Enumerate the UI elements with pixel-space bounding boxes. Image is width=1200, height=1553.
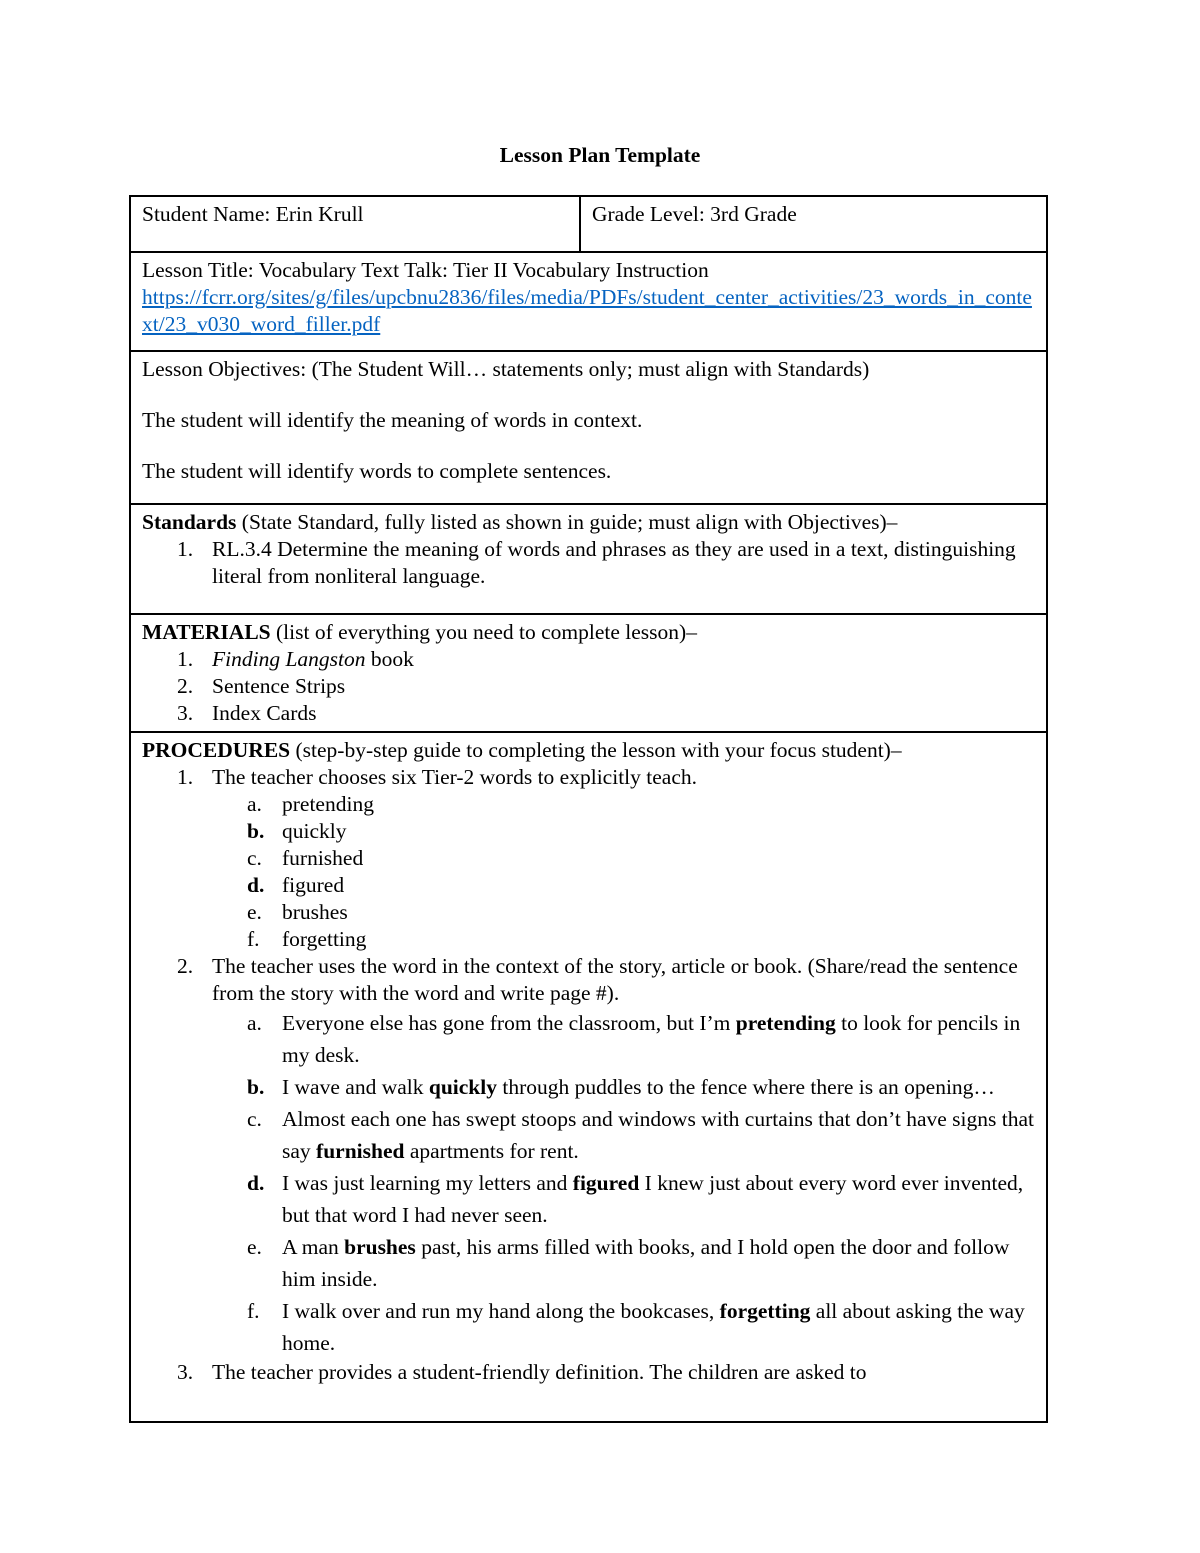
step-text: The teacher uses the word in the context of the story, article or book. (Share/read the sentence from the story with the word and write page #). bbox=[212, 954, 1018, 1005]
material-number: 1. bbox=[177, 647, 194, 671]
tier2-word: figured bbox=[282, 873, 345, 897]
tier2-word-item bbox=[212, 791, 1036, 818]
sentence-text: Everyone else has gone from the classroom, but I’m bbox=[282, 1011, 736, 1035]
item-letter: d. bbox=[247, 1171, 265, 1195]
tier2-word: pretending bbox=[282, 792, 374, 816]
item-letter: f. bbox=[247, 1299, 260, 1323]
material-item bbox=[142, 646, 1036, 673]
sentence-text: I was just learning my letters and bbox=[282, 1171, 573, 1195]
tier2-word-item bbox=[212, 845, 1036, 872]
step-text: The teacher provides a student-friendly definition. The children are asked to bbox=[212, 1360, 867, 1384]
tier2-word: forgetting bbox=[282, 927, 367, 951]
objective-item: The student will identify words to complete sentences. bbox=[142, 459, 612, 483]
grade-level-cell: Grade Level: 3rd Grade bbox=[580, 196, 1047, 252]
target-word: figured bbox=[572, 1171, 640, 1195]
material-number: 3. bbox=[177, 701, 194, 725]
lesson-plan-table bbox=[129, 195, 1048, 1423]
item-letter: a. bbox=[247, 1011, 262, 1035]
sentence-text: all about asking the way home. bbox=[282, 1299, 1025, 1355]
procedures-cell bbox=[130, 732, 1047, 1422]
sentence-text: I wave and walk bbox=[282, 1075, 429, 1099]
item-letter: a. bbox=[247, 792, 262, 816]
procedures-heading-bold: PROCEDURES bbox=[142, 738, 291, 762]
target-word: forgetting bbox=[719, 1299, 811, 1323]
target-word: furnished bbox=[316, 1139, 405, 1163]
objectives-row bbox=[130, 351, 1047, 504]
material-item bbox=[142, 673, 1036, 700]
standards-heading-rest: (State Standard, fully listed as shown in guide; must align with Objectives)– bbox=[236, 510, 898, 534]
material-book-title: Finding Langston bbox=[212, 647, 366, 671]
materials-heading-bold: MATERIALS bbox=[142, 620, 271, 644]
material-item bbox=[142, 700, 1036, 727]
context-sentence bbox=[212, 1231, 1036, 1295]
item-letter: e. bbox=[247, 900, 262, 924]
tier2-word-item bbox=[212, 818, 1036, 845]
context-sentence-list bbox=[212, 1007, 1036, 1359]
objective-item: The student will identify the meaning of words in context. bbox=[142, 408, 643, 432]
context-sentence bbox=[212, 1295, 1036, 1359]
tier2-word-item bbox=[212, 926, 1036, 953]
procedure-step-2 bbox=[142, 953, 1036, 1359]
target-word: pretending bbox=[735, 1011, 836, 1035]
materials-row bbox=[130, 614, 1047, 732]
item-letter: e. bbox=[247, 1235, 262, 1259]
step-number: 3. bbox=[177, 1360, 194, 1384]
sentence-text: through puddles to the fence where there is an opening… bbox=[496, 1075, 995, 1099]
tier2-word: brushes bbox=[282, 900, 348, 924]
procedure-step-1 bbox=[142, 764, 1036, 953]
procedures-heading-rest: (step-by-step guide to completing the lesson with your focus student)– bbox=[290, 738, 902, 762]
context-sentence bbox=[212, 1071, 1036, 1103]
tier2-word-item bbox=[212, 872, 1036, 899]
sentence-text: A man bbox=[282, 1235, 345, 1259]
step-text: The teacher chooses six Tier-2 words to explicitly teach. bbox=[212, 765, 697, 789]
material-text: book bbox=[365, 647, 414, 671]
context-sentence bbox=[212, 1167, 1036, 1231]
material-text: Sentence Strips bbox=[212, 674, 346, 698]
procedures-heading bbox=[142, 737, 1036, 764]
tier2-word: furnished bbox=[282, 846, 364, 870]
material-number: 2. bbox=[177, 674, 194, 698]
target-word: brushes bbox=[344, 1235, 416, 1259]
lesson-title-row bbox=[130, 252, 1047, 351]
item-letter: b. bbox=[247, 1075, 265, 1099]
page-title: Lesson Plan Template bbox=[499, 143, 701, 167]
step-number: 1. bbox=[177, 765, 194, 789]
standard-item bbox=[142, 536, 1036, 590]
sentence-text: to look for pencils in my desk. bbox=[282, 1011, 1021, 1067]
context-sentence bbox=[212, 1007, 1036, 1071]
materials-heading bbox=[142, 619, 1036, 646]
sentence-text: I walk over and run my hand along the bookcases, bbox=[282, 1299, 720, 1323]
objectives-cell bbox=[130, 351, 1047, 504]
sentence-text: apartments for rent. bbox=[404, 1139, 579, 1163]
tier2-word-item bbox=[212, 899, 1036, 926]
target-word: quickly bbox=[428, 1075, 497, 1099]
standards-heading-bold: Standards bbox=[142, 510, 237, 534]
materials-heading-rest: (list of everything you need to complete lesson)– bbox=[270, 620, 697, 644]
standards-list bbox=[142, 536, 1036, 590]
standards-heading bbox=[142, 509, 1036, 536]
tier2-word: quickly bbox=[282, 819, 347, 843]
tier2-word-list bbox=[212, 791, 1036, 953]
item-letter: c. bbox=[247, 846, 262, 870]
standards-cell bbox=[130, 504, 1047, 614]
procedures-list bbox=[142, 764, 1036, 1386]
resource-link[interactable]: https://fcrr.org/sites/g/files/upcbnu2836/files/media/PDFs/student_center_activities/23_words_in_context/23_v030_word_filler.pdf bbox=[142, 285, 1032, 336]
item-letter: f. bbox=[247, 927, 260, 951]
standards-row bbox=[130, 504, 1047, 614]
sentence-text: Almost each one has swept stoops and windows with curtains that don’t have signs that say bbox=[282, 1107, 1034, 1163]
item-letter: b. bbox=[247, 819, 265, 843]
student-name-cell: Student Name: Erin Krull bbox=[130, 196, 580, 252]
context-sentence bbox=[212, 1103, 1036, 1167]
materials-cell bbox=[130, 614, 1047, 732]
header-row bbox=[130, 196, 1047, 252]
standard-text: RL.3.4 Determine the meaning of words and phrases as they are used in a text, distinguishing literal from nonliteral language. bbox=[212, 537, 1016, 588]
procedures-row bbox=[130, 732, 1047, 1422]
standard-number: 1. bbox=[177, 537, 194, 561]
item-letter: c. bbox=[247, 1107, 262, 1131]
material-text: Index Cards bbox=[212, 701, 317, 725]
materials-list bbox=[142, 646, 1036, 727]
objectives-heading: Lesson Objectives: (The Student Will… statements only; must align with Standards) bbox=[142, 357, 870, 381]
sentence-text: I knew just about every word ever invented, but that word I had never seen. bbox=[282, 1171, 1024, 1227]
procedure-step-3 bbox=[142, 1359, 1036, 1386]
step-number: 2. bbox=[177, 954, 194, 978]
lesson-title-cell bbox=[130, 252, 1047, 351]
item-letter: d. bbox=[247, 873, 265, 897]
lesson-title: Lesson Title: Vocabulary Text Talk: Tier II Vocabulary Instruction bbox=[142, 258, 709, 282]
sentence-text: past, his arms filled with books, and I hold open the door and follow him inside. bbox=[282, 1235, 1010, 1291]
